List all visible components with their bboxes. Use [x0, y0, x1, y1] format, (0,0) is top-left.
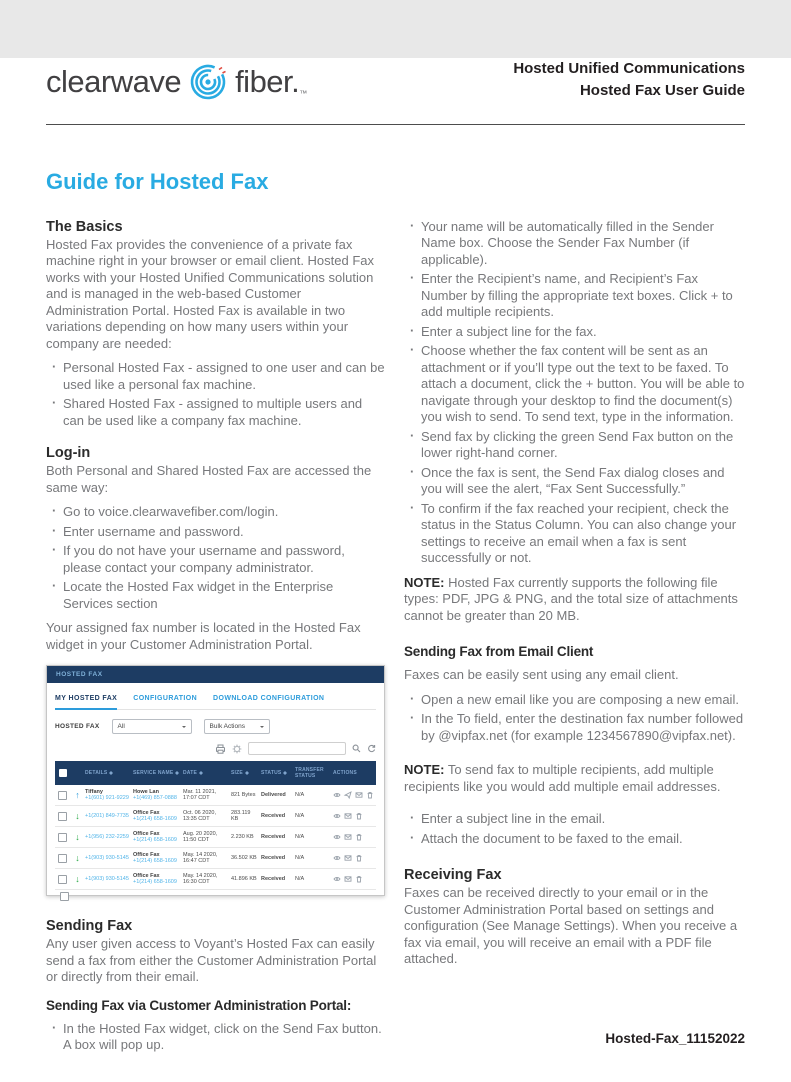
portal-search-row — [55, 736, 376, 761]
sending-bullet-list — [46, 1021, 386, 1054]
list-item: · Choose whether the fax content will be sent as an attachment or if you’ll type out the text to be faxed. To attach a document, click the + button. You will be able to navigate through your desktop to find the document(s) you wish to send. To send text, type in the information. — [421, 343, 745, 426]
note-label: NOTE: — [404, 762, 445, 777]
left-column — [46, 219, 386, 1057]
document-footer-id: Hosted-Fax_11152022 — [605, 1031, 745, 1046]
fax-date: May. 14 2020, 16:47 CDT — [183, 852, 218, 864]
list-item: · Locate the Hosted Fax widget in the Enterprise Services section — [63, 579, 386, 612]
trash-icon — [355, 833, 363, 841]
service-number: +1(214) 658-1609 — [133, 837, 177, 843]
bulk-actions-select — [204, 719, 270, 734]
fax-size: 2.230 KB — [231, 834, 254, 840]
column-size: SIZE — [231, 770, 243, 776]
detail-number: +1(956) 232-2259 — [85, 834, 129, 840]
list-item: · In the To field, enter the destination fax number followed by @vipfax.net (for example 1234567890@vipfax.net). — [421, 711, 745, 744]
row-checkbox — [58, 791, 67, 800]
trash-icon — [355, 854, 363, 862]
row-checkbox — [58, 812, 67, 821]
fax-size: 821 Bytes — [231, 792, 256, 798]
fax-size: 36.502 KB — [231, 855, 257, 861]
status-badge: Received — [261, 834, 286, 840]
login-outro: Your assigned fax number is located in the Hosted Fax widget in your Customer Administration Portal. — [46, 620, 361, 652]
heading-log-in: Log-in — [46, 445, 91, 461]
gear-icon — [232, 744, 242, 754]
chevron-down-icon — [182, 726, 186, 730]
column-status: STATUS — [261, 770, 282, 776]
transfer-status: N/A — [295, 813, 305, 819]
note-multiple-recipients — [404, 762, 745, 795]
detail-number: +1(601) 921-9229 — [85, 795, 129, 801]
eye-icon — [333, 791, 341, 799]
portal-steps-bullet-list — [404, 219, 745, 567]
portal-titlebar: HOSTED FAX — [47, 666, 384, 683]
received-arrow-icon: ↓ — [75, 852, 80, 863]
list-item: · Once the fax is sent, the Send Fax dialog closes and you will see the alert, “Fax Sent Successfully.” — [421, 465, 745, 498]
detail-name: Tiffany — [85, 789, 103, 795]
service-name: Office Fax — [133, 810, 160, 816]
list-item: · If you do not have your username and password, please contact your company administrator. — [63, 543, 386, 576]
list-item: · Your name will be automatically filled in the Sender Name box. Choose the Sender Fax Number (if applicable). — [421, 219, 745, 269]
receiving-fax-paragraph: Faxes can be received directly to your email or in the Customer Administration Portal based on settings and configuration (See Manage Settings). When you receive a fax via email, you will receive an email with a PDF file attached. — [404, 885, 738, 966]
sent-arrow-icon: ↑ — [75, 789, 80, 800]
list-item: · Go to voice.clearwavefiber.com/login. — [63, 504, 386, 521]
row-checkbox — [58, 875, 67, 884]
status-badge: Delivered — [261, 792, 286, 798]
sending-fax-paragraph: Any user given access to Voyant’s Hosted Fax can easily send a fax from either the Customer Administration Portal or directly from their email. — [46, 936, 377, 984]
fax-table-row — [55, 848, 376, 869]
hosted-fax-filter-label: HOSTED FAX — [55, 723, 100, 730]
header-divider — [46, 124, 745, 125]
eye-icon — [333, 875, 341, 883]
heading-receiving-fax: Receiving Fax — [404, 867, 502, 883]
note-text: To send fax to multiple recipients, add multiple recipients like you would add multiple email addresses. — [404, 762, 721, 794]
subheading-sending-via-portal: Sending Fax via Customer Administration Portal: — [46, 997, 352, 1013]
header-line-2: Hosted Fax User Guide — [579, 81, 745, 99]
document-page — [0, 58, 791, 1082]
sort-icon — [199, 769, 203, 777]
chevron-down-icon — [260, 726, 264, 730]
mail-icon — [344, 854, 352, 862]
fax-date: Oct. 06 2020, 13:35 CDT — [183, 810, 217, 822]
fax-table-row — [55, 806, 376, 827]
basics-paragraph: Hosted Fax provides the convenience of a private fax machine right in your browser or email client. Hosted Fax works with your Hosted Unified Communications solution and is managed in the web-based Customer Administration Portal. Hosted Fax is available in two variations depending on how many users within your company are needed: — [46, 236, 375, 351]
mail-icon — [355, 791, 363, 799]
fax-table-row — [55, 827, 376, 848]
send-icon — [344, 791, 352, 799]
email-bullet-list-2 — [404, 811, 745, 847]
mail-icon — [344, 812, 352, 820]
email-intro: Faxes can be easily sent using any email client. — [404, 667, 679, 682]
column-transfer-status: TRANSFER STATUS — [295, 767, 324, 779]
transfer-status: N/A — [295, 834, 305, 840]
heading-sending-from-email: Sending Fax from Email Client — [404, 644, 594, 659]
fax-size: 41.896 KB — [231, 876, 257, 882]
tab-configuration: CONFIGURATION — [133, 695, 198, 702]
trash-icon — [355, 875, 363, 883]
trash-icon — [355, 812, 363, 820]
fax-table-row-partial — [55, 890, 376, 895]
portal-tab-bar — [55, 687, 376, 710]
list-item: · Attach the document to be faxed to the email. — [421, 831, 745, 848]
login-intro: Both Personal and Shared Hosted Fax are accessed the same way: — [46, 463, 372, 495]
portal-screenshot — [46, 665, 385, 896]
trash-icon — [366, 791, 374, 799]
detail-number: +1(903) 930-5145 — [85, 855, 129, 861]
basics-bullet-list — [46, 360, 386, 429]
list-item: · In the Hosted Fax widget, click on the Send Fax button. A box will pop up. — [63, 1021, 386, 1054]
transfer-status: N/A — [295, 876, 305, 882]
tab-my-hosted-fax: MY HOSTED FAX — [55, 695, 117, 710]
header-line-1: Hosted Unified Communications — [513, 60, 745, 77]
fax-line-select-value: All — [117, 723, 125, 730]
eye-icon — [333, 854, 341, 862]
logo-word-fiber: fiber. — [235, 64, 300, 99]
status-badge: Received — [261, 855, 286, 861]
service-name: Office Fax — [133, 873, 160, 879]
status-badge: Received — [261, 813, 286, 819]
received-arrow-icon: ↓ — [75, 873, 80, 884]
sort-icon — [109, 769, 113, 777]
right-column — [404, 219, 745, 1057]
fax-table-header — [55, 761, 376, 785]
page-title: Guide for Hosted Fax — [46, 168, 269, 194]
note-text: Hosted Fax currently supports the following file types: PDF, JPG & PNG, and the total size of attachments cannot be greater than 20 MB. — [404, 574, 738, 623]
eye-icon — [333, 812, 341, 820]
detail-number: +1(201) 849-7735 — [85, 813, 129, 819]
row-checkbox — [58, 833, 67, 842]
service-name: Office Fax — [133, 831, 160, 837]
note-label: NOTE: — [404, 574, 445, 590]
fax-date: May. 14 2020, 16:30 CDT — [183, 873, 218, 885]
select-all-checkbox — [59, 769, 67, 777]
service-name: Howe Lan — [133, 789, 159, 795]
list-item: · Open a new email like you are composing a new email. — [421, 692, 745, 709]
document-header-text — [513, 58, 745, 102]
fax-line-select — [112, 719, 192, 734]
heading-sending-fax: Sending Fax — [46, 918, 133, 934]
bulk-actions-select-value: Bulk Actions — [209, 723, 245, 730]
email-bullet-list — [404, 692, 745, 745]
mail-icon — [344, 875, 352, 883]
service-number: +1(214) 658-1609 — [133, 879, 177, 885]
received-arrow-icon: ↓ — [75, 810, 80, 821]
service-number: +1(214) 658-1609 — [133, 858, 177, 864]
portal-filter-row — [55, 710, 376, 736]
detail-number: +1(903) 930-5145 — [85, 876, 129, 882]
service-number: +1(469) 857-0888 — [133, 795, 177, 801]
fax-size: 283.119 KB — [231, 810, 251, 822]
column-service-name: SERVICE NAME — [133, 770, 174, 776]
row-checkbox — [58, 854, 67, 863]
column-details: DETAILS — [85, 770, 108, 776]
list-item: · Send fax by clicking the green Send Fax button on the lower right-hand corner. — [421, 429, 745, 462]
search-input — [248, 742, 346, 755]
fax-date: Mar. 11 2021, 17:07 CDT — [183, 789, 217, 801]
login-bullet-list — [46, 504, 386, 612]
service-number: +1(214) 658-1609 — [133, 816, 177, 822]
list-item: · Enter a subject line in the email. — [421, 811, 745, 828]
sort-icon — [283, 769, 287, 777]
column-actions: ACTIONS — [333, 770, 357, 776]
column-date: DATE — [183, 770, 198, 776]
fax-table-row — [55, 785, 376, 806]
tab-download-configuration: DOWNLOAD CONFIGURATION — [213, 695, 325, 702]
clearwave-rings-icon — [188, 62, 228, 102]
page-header — [46, 58, 745, 102]
mail-icon — [344, 833, 352, 841]
logo-word-clearwave: clearwave — [46, 64, 182, 99]
sort-icon — [245, 769, 249, 777]
search-icon — [352, 744, 361, 753]
list-item: · Shared Hosted Fax - assigned to multiple users and can be used like a company fax machine. — [63, 396, 386, 429]
clearwave-fiber-logo — [46, 62, 307, 102]
transfer-status: N/A — [295, 855, 305, 861]
eye-icon — [333, 833, 341, 841]
list-item: · Enter the Recipient’s name, and Recipient’s Fax Number by filling the appropriate text boxes. Click + to add multiple recipients. — [421, 271, 745, 321]
heading-the-basics: The Basics — [46, 218, 123, 235]
sort-icon — [175, 769, 179, 777]
list-item: · Enter username and password. — [63, 524, 386, 541]
transfer-status: N/A — [295, 792, 305, 798]
refresh-icon — [367, 744, 376, 753]
status-badge: Received — [261, 876, 286, 882]
fax-table-row — [55, 869, 376, 890]
logo-trademark: ™ — [299, 88, 307, 98]
list-item: · Personal Hosted Fax - assigned to one user and can be used like a personal fax machine. — [63, 360, 386, 393]
note-file-types — [404, 575, 745, 625]
print-icon — [215, 744, 226, 754]
fax-date: Aug. 20 2020, 11:50 CDT — [183, 831, 218, 843]
list-item: · To confirm if the fax reached your recipient, check the status in the Status Column. You can also change your settings to receive an email when a fax is sent successfully or not. — [421, 501, 745, 567]
list-item: · Enter a subject line for the fax. — [421, 324, 745, 341]
service-name: Office Fax — [133, 852, 160, 858]
received-arrow-icon: ↓ — [75, 831, 80, 842]
